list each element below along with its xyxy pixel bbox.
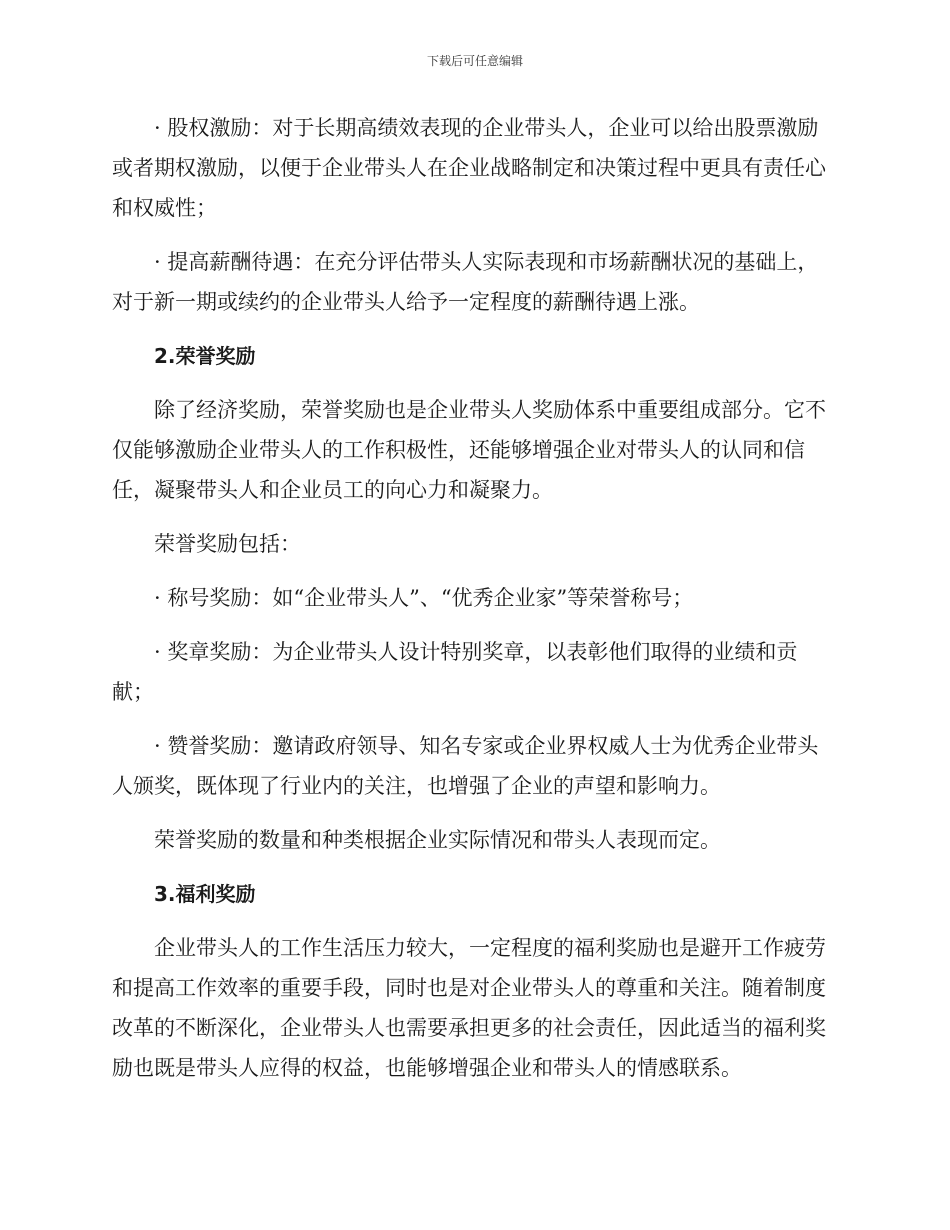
paragraph-honor-includes: 荣誉奖励包括： (154, 532, 301, 556)
bullet-praise-award: · 赞誉奖励：邀请政府领导、知名专家或企业界权威人士为优秀企业带头人颁奖，既体现了行业内的关注，也增强了企业的声望和影响力。 (112, 734, 819, 798)
page-header: 下载后可任意编辑 (426, 54, 523, 68)
bullet-medal-award: · 奖章奖励：为企业带头人设计特别奖章，以表彰他们取得的业绩和贡献； (112, 640, 798, 704)
paragraph-honor-summary: 荣誉奖励的数量和种类根据企业实际情况和带头人表现而定。 (154, 828, 721, 852)
bullet-salary-raise: · 提高薪酬待遇：在充分评估带头人实际表现和市场薪酬状况的基础上，对于新一期或续约的企业带头人给予一定程度的薪酬待遇上涨。 (112, 250, 819, 314)
section-heading-welfare: 3.福利奖励 (154, 882, 256, 906)
paragraph-honor-intro: 除了经济奖励，荣誉奖励也是企业带头人奖励体系中重要组成部分。它不仅能够激励企业带头人的工作积极性，还能够增强企业对带头人的认同和信任，凝聚带头人和企业员工的向心力和凝聚力。 (112, 398, 826, 502)
document-body (112, 108, 832, 1102)
bullet-title-award: · 称号奖励：如“企业带头人”、“优秀企业家”等荣誉称号； (154, 586, 694, 610)
section-heading-honor: 2.荣誉奖励 (154, 344, 256, 368)
paragraph-welfare: 企业带头人的工作生活压力较大，一定程度的福利奖励也是避开工作疲劳和提高工作效率的重要手段，同时也是对企业带头人的尊重和关注。随着制度改革的不断深化，企业带头人也需要承担更多的社会责任，因此适当的福利奖励也既是带头人应得的权益，也能够增强企业和带头人的情感联系。 (112, 936, 826, 1080)
bullet-equity-incentive: · 股权激励：对于长期高绩效表现的企业带头人，企业可以给出股票激励或者期权激励，以便于企业带头人在企业战略制定和决策过程中更具有责任心和权威性； (112, 116, 826, 220)
